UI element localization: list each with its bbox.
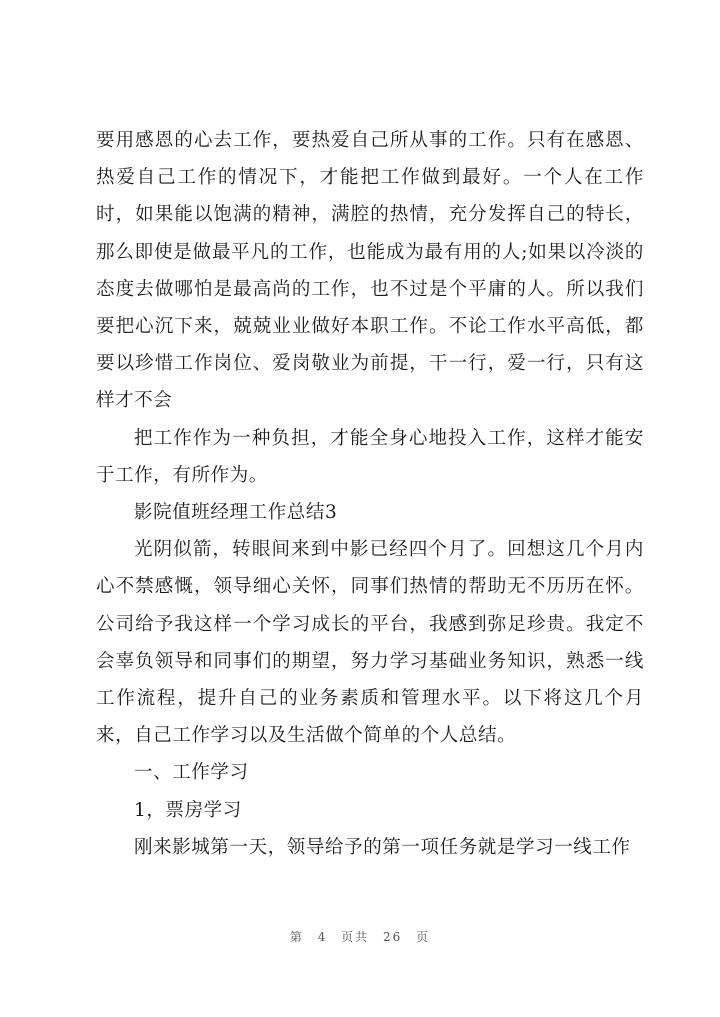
paragraph-burden: 把工作作为一种负担，才能全身心地投入工作，这样才能安于工作，有所作为。 xyxy=(96,427,644,486)
footer-middle: 页共 xyxy=(341,930,370,944)
paragraph-ticket-office: 刚来影城第一天，领导给予的第一项任务就是学习一线工作 xyxy=(134,836,631,858)
section-title: 影院值班经理工作总结3 xyxy=(134,502,338,524)
footer-total-pages: 26 xyxy=(383,930,403,944)
paragraph-intro: 光阴似箭，转眼间来到中影已经四个月了。回想这几个月内心不禁感慨，领导细心关怀，同事们热情的帮助无不历历在怀。公司给予我这样一个学习成长的平台，我感到弥足珍贵。我定不会辜负领导和同事们的期望，努力学习基础业务知识，熟悉一线工作流程，提升自己的业务素质和管理水平。以下将这几个月来，自己工作学习以及生活做个简单的个人总结。 xyxy=(96,539,644,747)
document-body xyxy=(96,122,644,866)
footer-suffix: 页 xyxy=(416,930,431,944)
subsection-title: 一、工作学习 xyxy=(134,762,249,784)
footer-current-page: 4 xyxy=(317,930,328,944)
subsection-item-title: 1，票房学习 xyxy=(134,799,242,821)
footer-prefix: 第 xyxy=(289,930,304,944)
paragraph-gratitude: 要用感恩的心去工作，要热爱自己所从事的工作。只有在感恩、热爱自己工作的情况下，才能把工作做到最好。一个人在工作时，如果能以饱满的精神，满腔的热情，充分发挥自己的特长，那么即使是做最平凡的工作，也能成为最有用的人;如果以冷淡的态度去做哪怕是最高尚的工作，也不过是个平庸的人。所以我们要把心沉下来，兢兢业业做好本职工作。不论工作水平高低，都要以珍惜工作岗位、爱岗敬业为前提，干一行，爱一行，只有这样才不会 xyxy=(96,130,644,412)
page-footer xyxy=(0,928,720,945)
